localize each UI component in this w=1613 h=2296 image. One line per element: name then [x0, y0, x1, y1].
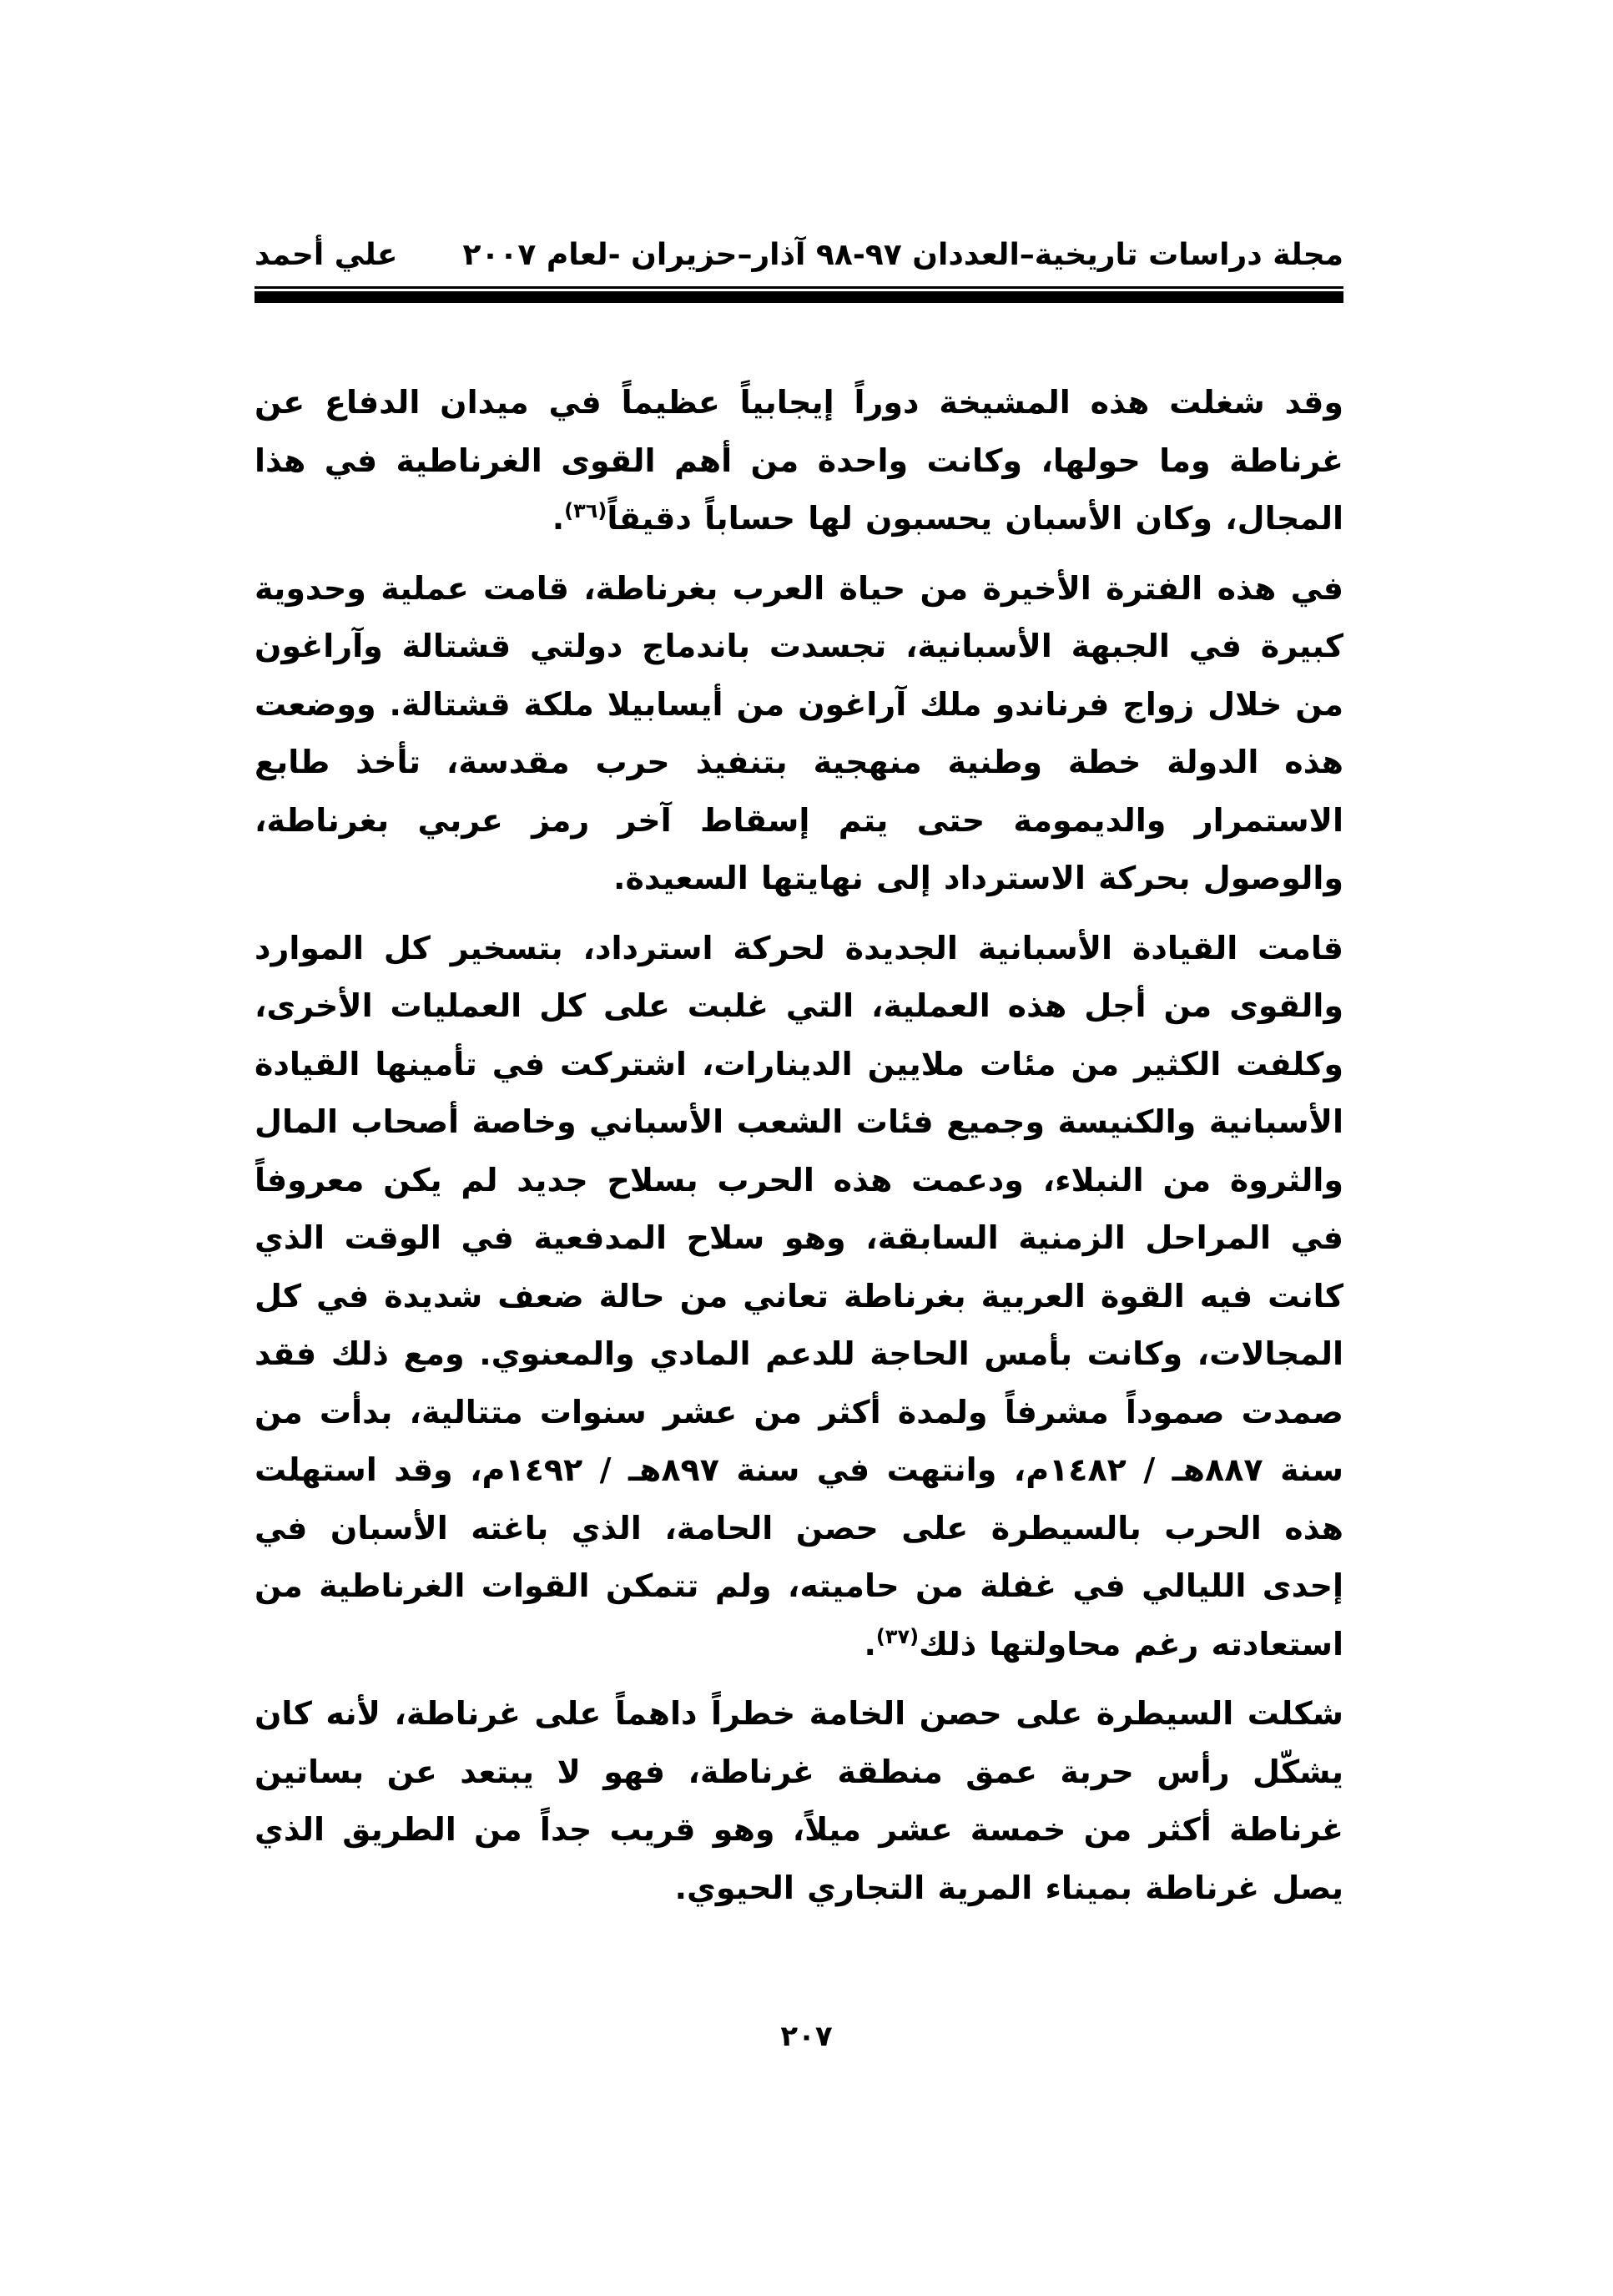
paragraph-end: . — [864, 1625, 876, 1663]
paragraph-text: قامت القيادة الأسبانية الجديدة لحركة استرداد، بتسخير كل الموارد والقوى من أجل هذه العملية، التي غلبت على كل العمليات الأخرى، وكلفت الكثير من مئات ملايين الدينارات، اشتركت في تأمينها القيادة الأسبانية والكنيسة وجميع فئات الشعب الأسباني وخاصة أصحاب المال والثروة من النبلاء، ودعمت هذه الحرب بسلاح جديد لم يكن معروفاً في المراحل الزمنية السابقة، وهو سلاح المدفعية في الوقت الذي كانت فيه القوة العربية بغرناطة تعاني من حالة ضعف شديدة في كل المجالات، وكانت بأمس الحاجة للدعم المادي والمعنوي. ومع ذلك فقد صمدت صموداً مشرفاً ولمدة أكثر من عشر سنوات متتالية، بدأت من سنة ٨٨٧هـ / ١٤٨٢م، وانتهت في سنة ٨٩٧هـ / ١٤٩٢م، وقد استهلت هذه الحرب بالسيطرة على حصن الحامة، الذي باغته الأسبان في إحدى الليالي في غفلة من حاميته، ولم تتمكن القوات الغرناطية من استعادته رغم محاولتها ذلك — [255, 929, 1343, 1663]
paragraph-text: وقد شغلت هذه المشيخة دوراً إيجابياً عظيماً في ميدان الدفاع عن غرناطة وما حولها، وكانت واحدة من أهم القوى الغرناطية في هذا المجال، وكان الأسبان يحسبون لها حساباً دقيقاً — [255, 384, 1343, 537]
body-text — [255, 374, 1343, 1929]
paragraph-text: شكلت السيطرة على حصن الخامة خطراً داهماً على غرناطة، لأنه كان يشكّل رأس حربة عمق منطقة غرناطة، فهو لا يبتعد عن بساتين غرناطة أكثر من خمسة عشر ميلاً، وهو قريب جداً من الطريق الذي يصل غرناطة بميناء المرية التجاري الحيوي. — [255, 1695, 1343, 1906]
paragraph-text: في هذه الفترة الأخيرة من حياة العرب بغرناطة، قامت عملية وحدوية كبيرة في الجبهة الأسبانية، تجسدت باندماج دولتي قشتالة وآراغون من خلال زواج فرناندو ملك آراغون من أيسابيلا ملكة قشتالة. ووضعت هذه الدولة خطة وطنية منهجية بتنفيذ حرب مقدسة، تأخذ طابع الاستمرار والديمومة حتى يتم إسقاط آخر رمز عربي بغرناطة، والوصول بحركة الاسترداد إلى نهايتها السعيدة. — [255, 569, 1343, 896]
paragraph-end: . — [552, 500, 565, 537]
paragraph-1 — [255, 374, 1343, 548]
paragraph-3 — [255, 920, 1343, 1674]
footnote-ref: (٣٧) — [875, 1624, 920, 1648]
header-rule — [255, 291, 1343, 303]
paragraph-4 — [255, 1685, 1343, 1917]
author-name: علي أحمد — [255, 238, 398, 272]
page-number: ٢٠٧ — [780, 2020, 833, 2053]
running-header — [255, 232, 1343, 279]
paragraph-2 — [255, 560, 1343, 908]
header-rule-thin — [255, 286, 1343, 289]
footnote-ref: (٣٦) — [564, 499, 607, 522]
journal-title: مجلة دراسات تاريخية–العددان ٩٧-٩٨ آذار–حزيران -لعام ٢٠٠٧ — [462, 238, 1343, 272]
